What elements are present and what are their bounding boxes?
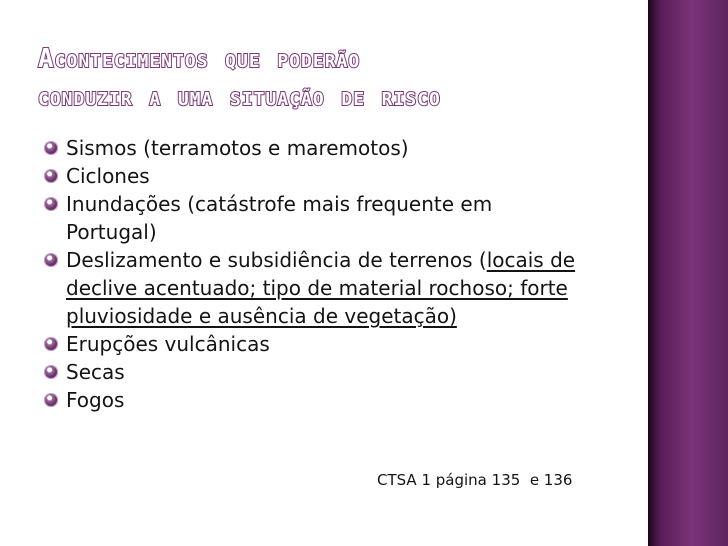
round-bullet-icon [44, 253, 58, 267]
list-item-text: Inundações (catástrofe mais frequente em Portugal) [66, 192, 493, 244]
list-item [44, 386, 584, 414]
decorative-side-band [648, 0, 728, 546]
list-item [44, 358, 584, 386]
list-item [44, 134, 584, 162]
title-line-2: conduzir a uma situação de risco [38, 82, 441, 112]
list-item-text: Sismos (terramotos e maremotos) [66, 136, 409, 160]
list-item [44, 162, 584, 190]
list-item-text: Ciclones [66, 164, 150, 188]
round-bullet-icon [44, 393, 58, 407]
list-item-text: Erupções vulcânicas [66, 332, 270, 356]
list-item-text: Deslizamento e subsidiência de terrenos ( [66, 248, 487, 272]
round-bullet-icon [44, 141, 58, 155]
list-item [44, 330, 584, 358]
list-item-text: Fogos [66, 388, 125, 412]
list-item [44, 246, 584, 330]
bullet-list [44, 134, 584, 414]
title-line-1: Acontecimentos que poderão [38, 44, 361, 74]
list-item-text: Secas [66, 360, 125, 384]
round-bullet-icon [44, 337, 58, 351]
list-item [44, 190, 584, 246]
round-bullet-icon [44, 169, 58, 183]
slide-title [38, 40, 628, 116]
source-reference: CTSA 1 página 135 e 136 [377, 471, 573, 489]
underlined-detail-text: locais de declive acentuado; tipo de material rochoso; forte pluviosidade e ausência de vegetação) [66, 248, 576, 328]
round-bullet-icon [44, 365, 58, 379]
round-bullet-icon [44, 197, 58, 211]
